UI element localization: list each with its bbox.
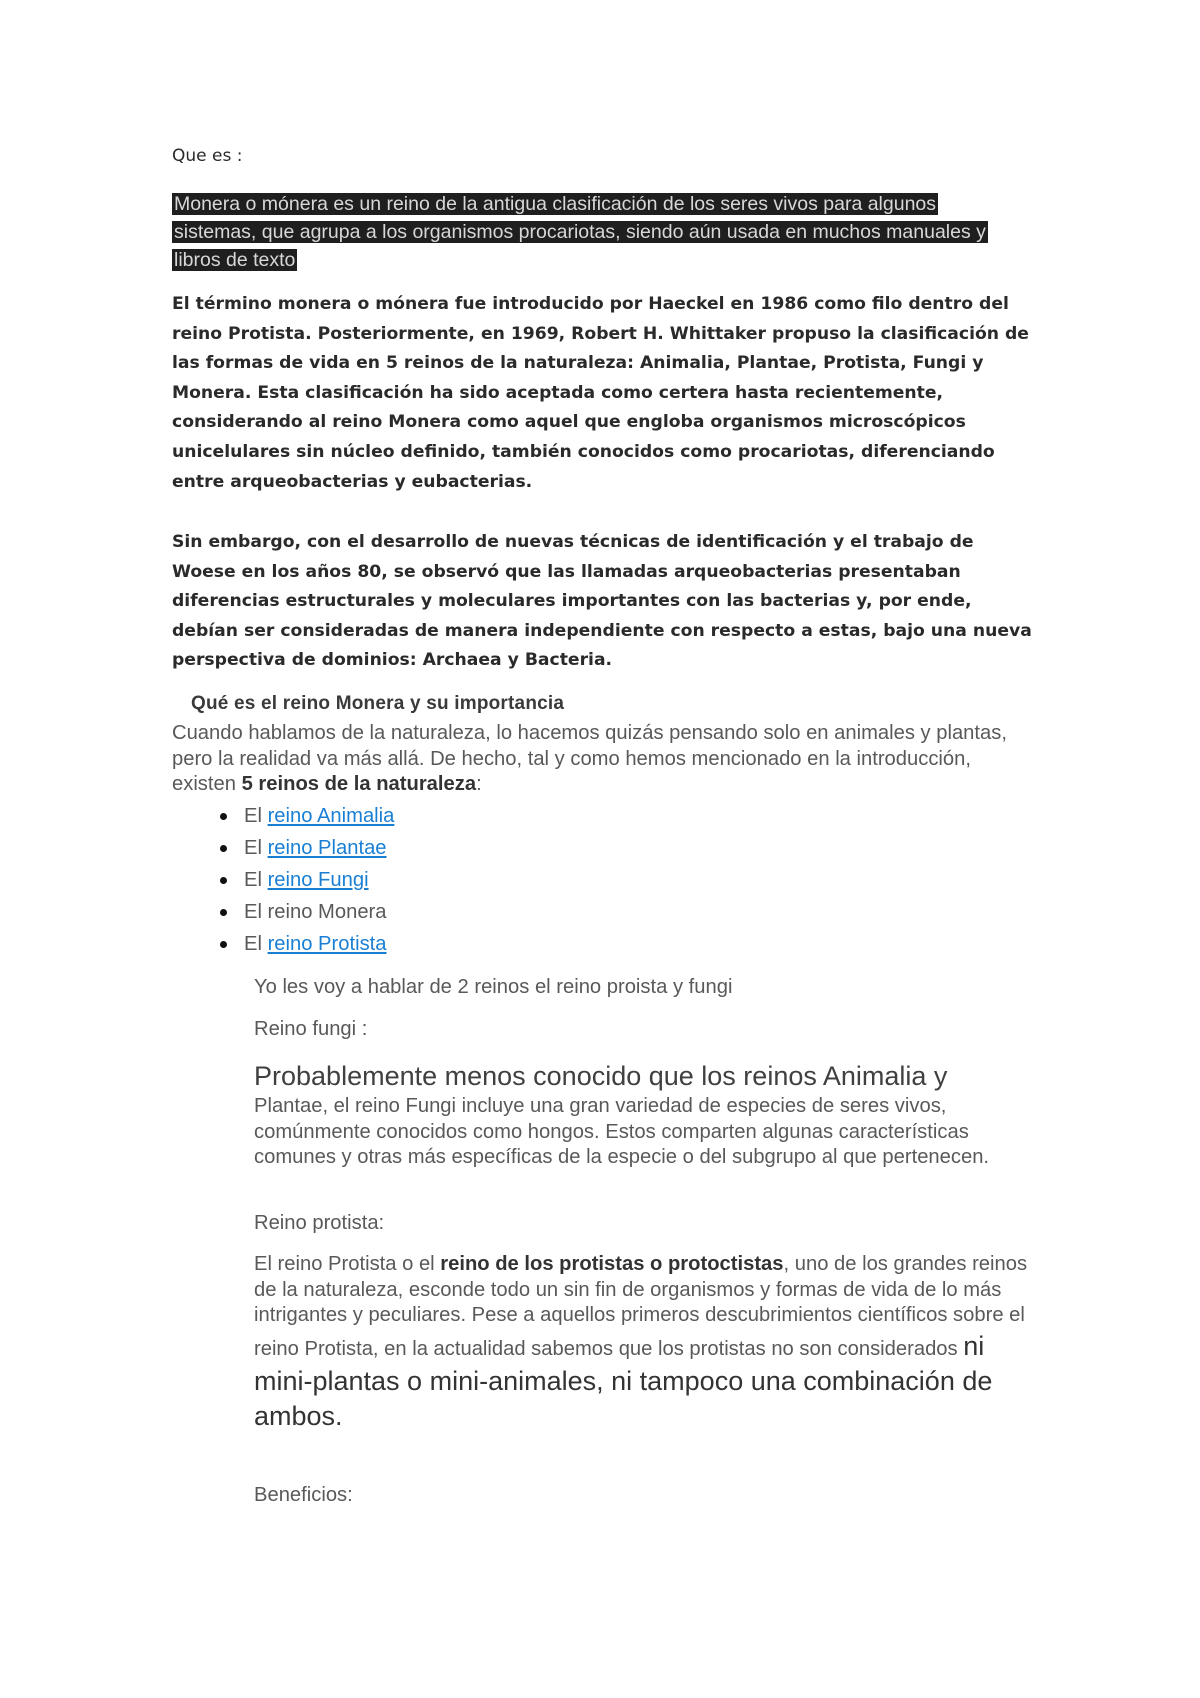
paragraph-termino: El término monera o mónera fue introducido por Haeckel en 1986 como filo dentro del reino Protista. Posteriormente, en 1969, Robert H. Whittaker propuso la clasificación de las formas de vida en 5 reinos de la naturaleza: Animalia, Plantae, Protista, Fungi y Monera. Esta clasificación ha sido aceptada como certera hasta recientemente, considerando al reino Monera como aquel que engloba organismos microscópicos unicelulares sin núcleo definido, también conocidos como procariotas, diferenciando entre arqueobacterias y eubacterias. [172, 294, 1029, 492]
bullet-icon [220, 845, 227, 852]
paragraph-fungi [254, 1058, 1044, 1171]
list-item-prefix: El [244, 805, 268, 827]
beneficios-heading: Beneficios: [254, 1484, 353, 1506]
cuando-end: : [476, 773, 482, 795]
paragraph-protista [254, 1252, 1044, 1434]
paragraph-yo-les: Yo les voy a hablar de 2 reinos el reino proista y fungi [254, 976, 733, 998]
protista-middle: , uno de los grandes reinos de la naturaleza, esconde todo un sin fin de organismos y formas de vida de lo más intrigantes y peculiares. Pese a aquellos primeros descubrimientos científicos sobre el reino Protista, en la actualidad sabemos que los protistas no son considerados [254, 1253, 1028, 1360]
list-item-prefix: El [244, 837, 268, 859]
text-selection[interactable]: Monera o mónera es un reino de la antigua clasificación de los seres vivos para algunos sistemas, que agrupa a los organismos procariotas, siendo aún usada en muchos manuales y libros de texto [174, 193, 986, 271]
protista-bold: reino de los protistas o protoctistas [440, 1253, 784, 1275]
list-item-monera [172, 896, 672, 928]
paragraph-sin-embargo: Sin embargo, con el desarrollo de nuevas técnicas de identificación y el trabajo de Woese en los años 80, se observó que las llamadas arqueobacterias presentaban diferencias estructurales y moleculares importantes con las bacterias y, por ende, debían ser consideradas de manera independiente con respecto a estas, bajo una nueva perspectiva de dominios: Archaea y Bacteria. [172, 532, 1032, 671]
link-reino-plantae[interactable]: reino Plantae [267, 837, 387, 859]
bullet-icon [220, 813, 227, 820]
bullet-icon [220, 877, 227, 884]
highlighted-definition[interactable] [172, 190, 1002, 274]
list-item-animalia [172, 800, 672, 832]
fungi-rest-text: Plantae, el reino Fungi incluye una gran variedad de especies de seres vivos, comúnmente conocidos como hongos. Estos comparten algunas características comunes y otras más específicas de la especie o del subgrupo al que pertenecen. [254, 1095, 990, 1168]
list-item-fungi [172, 864, 672, 896]
cuando-bold: 5 reinos de la naturaleza [241, 773, 477, 795]
bullet-icon [220, 909, 227, 916]
list-item-text: El reino Monera [244, 901, 387, 923]
protista-lead: El reino Protista o el [254, 1253, 441, 1275]
cuando-text: Cuando hablamos de la naturaleza, lo hacemos quizás pensando solo en animales y plantas, pero la realidad va más allá. De hecho, tal y como hemos mencionado en la introducción, existen [172, 722, 1007, 795]
question-heading: Que es : [172, 146, 243, 166]
list-item-prefix: El [244, 933, 268, 955]
bullet-icon [220, 941, 227, 948]
protista-heading: Reino protista: [254, 1212, 385, 1234]
link-reino-animalia[interactable]: reino Animalia [267, 805, 395, 827]
section-heading: Qué es el reino Monera y su importancia [191, 693, 565, 714]
link-reino-fungi[interactable]: reino Fungi [267, 869, 369, 891]
list-item-prefix: El [244, 869, 268, 891]
paragraph-cuando [172, 721, 1032, 798]
list-item-protista [172, 928, 672, 960]
fungi-big-text: Probablemente menos conocido que los reinos Animalia y [254, 1061, 948, 1091]
link-reino-protista[interactable]: reino Protista [267, 933, 387, 955]
kingdoms-list [172, 800, 672, 960]
fungi-heading: Reino fungi : [254, 1018, 368, 1040]
protista-big-text: ni mini-plantas o mini-animales, ni tampoco una combinación de ambos. [254, 1330, 993, 1431]
list-item-plantae [172, 832, 672, 864]
